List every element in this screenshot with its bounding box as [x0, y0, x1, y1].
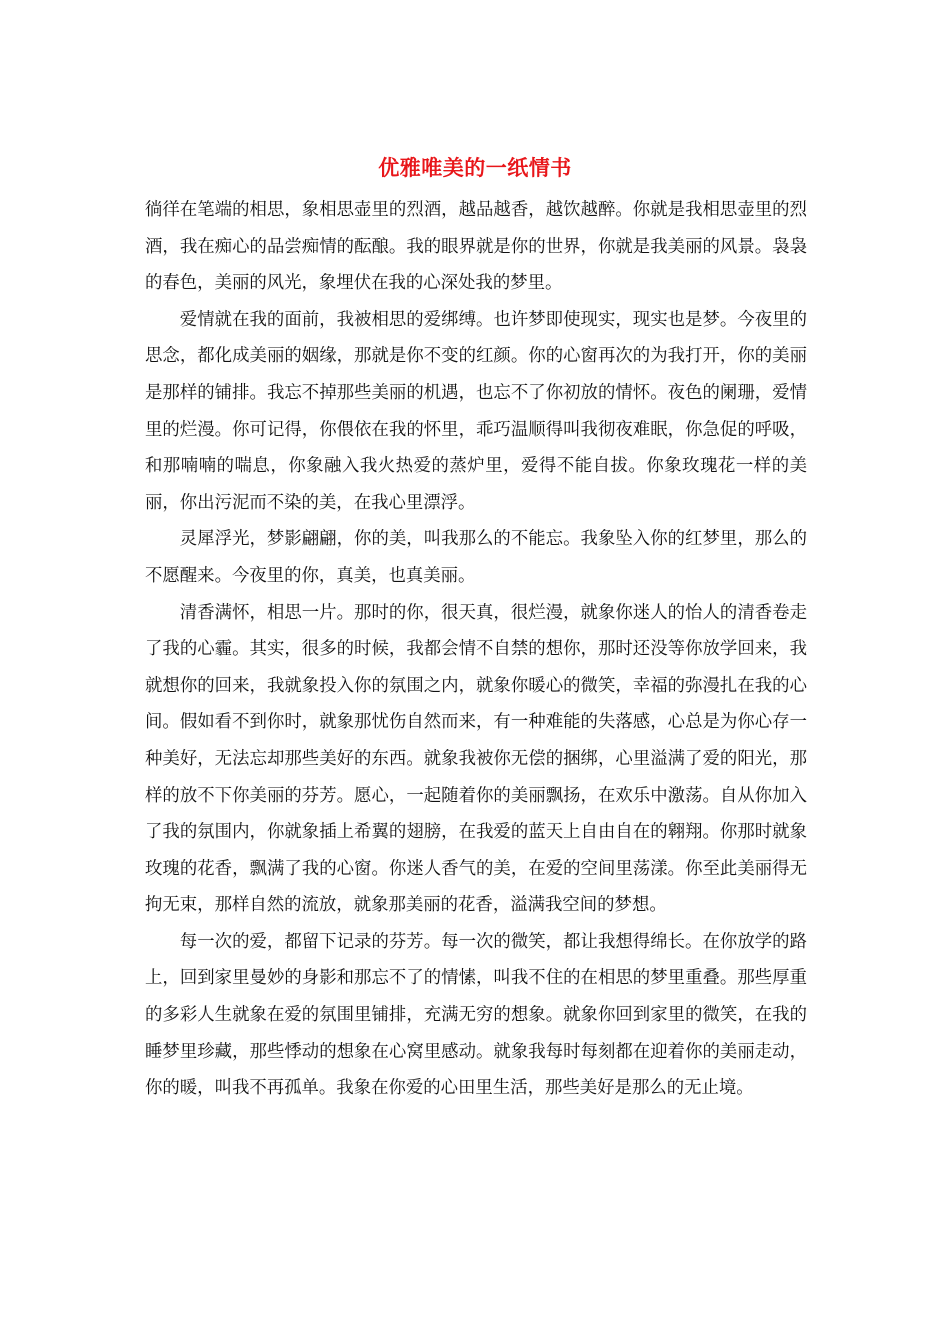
- paragraph-4: 清香满怀，相思一片。那时的你，很天真，很烂漫，就象你迷人的怡人的清香卷走了我的心霾。其实，很多的时候，我都会情不自禁的想你，那时还没等你放学回来，我就想你的回来，我就象投入你的氛围之内，就象你暖心的微笑，幸福的弥漫扎在我的心间。假如看不到你时，就象那忧伤自然而来，有一种难能的失落感，心总是为你心存一种美好，无法忘却那些美好的东西。就象我被你无偿的捆绑，心里溢满了爱的阳光，那样的放不下你美丽的芬芳。愿心，一起随着你的美丽飘扬，在欢乐中激荡。自从你加入了我的氛围内，你就象插上希翼的翅膀，在我爱的蓝天上自由自在的翱翔。你那时就象玫瑰的花香，飘满了我的心窗。你迷人香气的美，在爱的空间里荡漾。你至此美丽得无拘无束，那样自然的流放，就象那美丽的花香，溢满我空间的梦想。: [145, 602, 807, 916]
- document-body: [145, 192, 807, 1107]
- document-title: 优雅唯美的一纸情书: [378, 155, 572, 180]
- paragraph-5: 每一次的爱，都留下记录的芬芳。每一次的微笑，都让我想得绵长。在你放学的路上，回到家里曼妙的身影和那忘不了的情愫，叫我不住的在相思的梦里重叠。那些厚重的多彩人生就象在爱的氛围里铺排，充满无穷的想象。就象你回到家里的微笑，在我的睡梦里珍藏，那些悸动的想象在心窝里感动。就象我每时每刻都在迎着你的美丽走动，你的暖，叫我不再孤单。我象在你爱的心田里生活，那些美好是那么的无止境。: [145, 931, 807, 1099]
- paragraph-1: 徜徉在笔端的相思，象相思壶里的烈酒，越品越香，越饮越醉。你就是我相思壶里的烈酒，我在痴心的品尝痴情的酝酿。我的眼界就是你的世界，你就是我美丽的风景。袅袅的春色，美丽的风光，象埋伏在我的心深处我的梦里。: [145, 200, 807, 294]
- paragraph-2: 爱情就在我的面前，我被相思的爱绑缚。也许梦即使现实，现实也是梦。今夜里的思念，都化成美丽的姻缘，那就是你不变的红颜。你的心窗再次的为我打开，你的美丽是那样的铺排。我忘不掉那些美丽的机遇，也忘不了你初放的情怀。夜色的阑珊，爱情里的烂漫。你可记得，你偎依在我的怀里，乖巧温顺得叫我彻夜难眠，你急促的呼吸，和那喃喃的喘息，你象融入我火热爱的蒸炉里，爱得不能自拔。你象玫瑰花一样的美丽，你出污泥而不染的美，在我心里漂浮。: [145, 309, 807, 513]
- paragraph-3: 灵犀浮光，梦影翩翩，你的美，叫我那么的不能忘。我象坠入你的红梦里，那么的不愿醒来。今夜里的你，真美，也真美丽。: [145, 529, 807, 586]
